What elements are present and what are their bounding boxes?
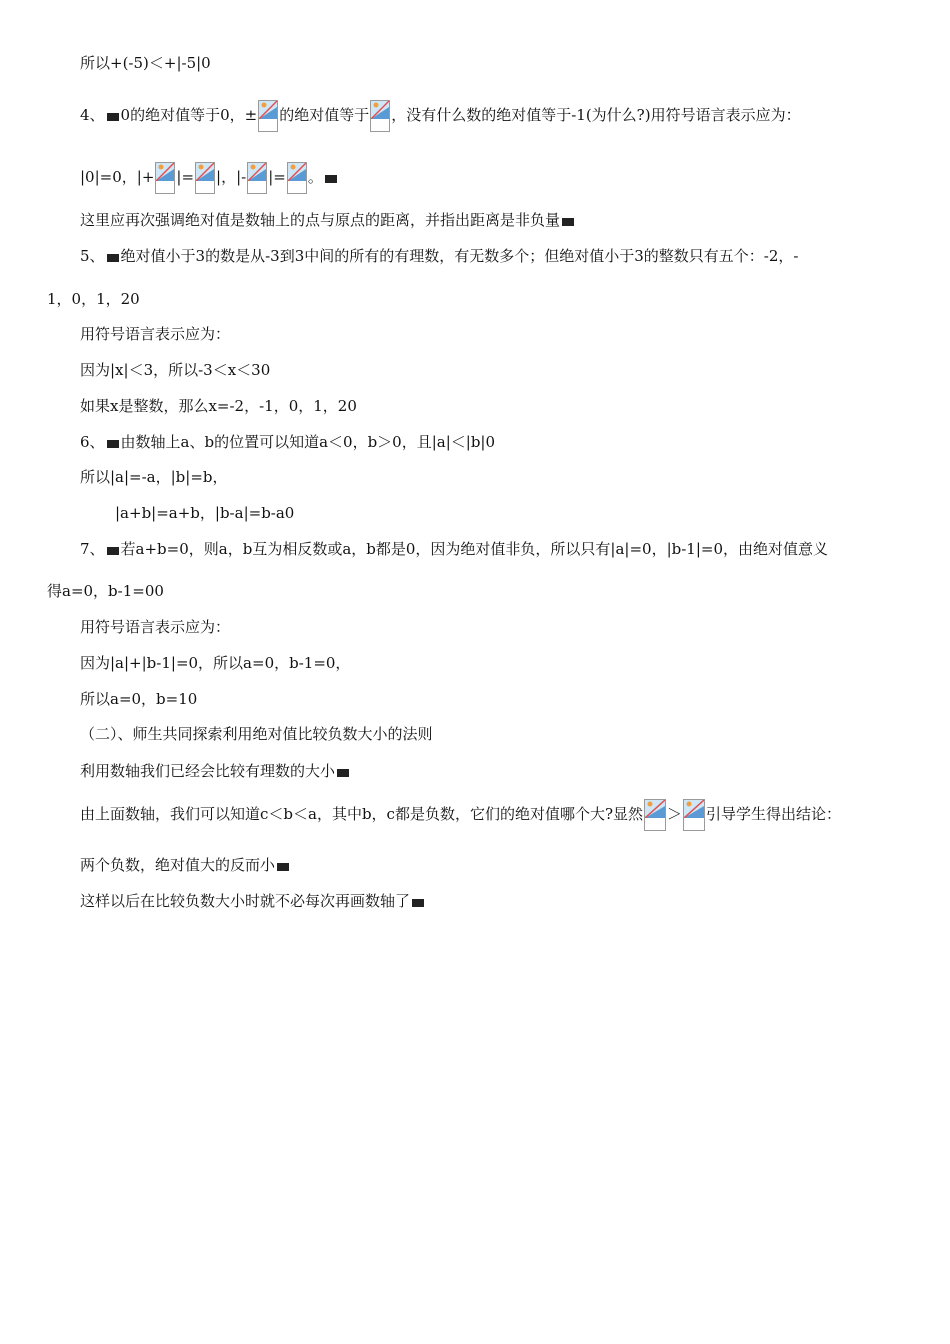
section-text: 由上面数轴，我们可以知道c＜b＜a，其中b，c都是负数，它们的绝对值哪个大?显然 — [80, 805, 643, 823]
item-5-text-cont: 1，0，1，20 — [47, 290, 140, 308]
broken-image-icon — [644, 799, 666, 831]
item-6-number: 6、 — [80, 433, 105, 451]
paragraph-mark-icon — [337, 769, 349, 777]
item-7-number: 7、 — [80, 540, 105, 558]
item-7-symbol-intro — [80, 617, 230, 637]
section-2-line-d — [80, 891, 426, 911]
item-7-text: 若a+b=0，则a，b互为相反数或a，b都是0，因为绝对值非负，所以只有|a|=0，|b-1|=0，由绝对值意义 — [120, 540, 829, 558]
item-5 — [80, 246, 798, 266]
section-text-end: 引导学生得出结论： — [706, 805, 842, 823]
item-4-text-b: 的绝对值等于 — [279, 106, 370, 124]
paragraph-mark-icon — [562, 218, 574, 226]
item-4-text-c: ，没有什么数的绝对值等于-1(为什么?)用符号语言表示应为： — [391, 106, 801, 124]
line-1 — [80, 53, 211, 73]
formula-part-d: |= — [268, 168, 286, 186]
note-text: 这里应再次强调绝对值是数轴上的点与原点的距离，并指出距离是非负量 — [80, 211, 561, 229]
item-7-formula-2 — [80, 689, 197, 709]
section-heading-text: （二）、师生共同探索利用绝对值比较负数大小的法则 — [80, 725, 433, 743]
symbol-intro-text: 用符号语言表示应为： — [80, 325, 231, 343]
broken-image-icon — [155, 162, 175, 194]
paragraph-mark-icon — [107, 113, 119, 121]
formula-part-c: |，|- — [216, 168, 247, 186]
item-5-formula-1 — [80, 360, 270, 380]
formula-text: |a+b|=a+b，|b-a|=b-a0 — [115, 504, 295, 522]
item-4-text-a: 0的绝对值等于0，± — [120, 106, 258, 124]
section-text: 利用数轴我们已经会比较有理数的大小 — [80, 762, 336, 780]
symbol-intro-text: 用符号语言表示应为： — [80, 618, 231, 636]
section-2-line-b — [80, 799, 841, 831]
formula-text: 如果x是整数，那么x=-2，-1，0，1，20 — [80, 397, 357, 415]
paragraph-mark-icon — [107, 547, 119, 555]
item-4-formula — [80, 162, 339, 194]
item-6-formula-1 — [80, 467, 228, 487]
paragraph-mark-icon — [107, 254, 119, 262]
broken-image-icon — [683, 799, 705, 831]
item-7 — [80, 539, 828, 559]
broken-image-icon — [195, 162, 215, 194]
paragraph-mark-icon — [412, 899, 424, 907]
item-7-cont — [47, 581, 164, 601]
greater-than-sign: ＞ — [667, 805, 683, 823]
section-2-heading — [80, 724, 433, 744]
item-4-number: 4、 — [80, 106, 105, 124]
item-5-number: 5、 — [80, 247, 105, 265]
item-5-cont — [47, 289, 140, 309]
formula-part-b: |= — [176, 168, 195, 186]
formula-part-e: 。 — [307, 168, 323, 186]
broken-image-icon — [247, 162, 267, 194]
paragraph-mark-icon — [107, 440, 119, 448]
formula-text: 因为|a|+|b-1|=0，所以a=0，b-1=0， — [80, 654, 351, 672]
broken-image-icon — [287, 162, 307, 194]
paragraph-mark-icon — [325, 175, 337, 183]
item-6-text: 由数轴上a、b的位置可以知道a＜0，b＞0，且|a|＜|b|0 — [120, 433, 496, 451]
item-6 — [80, 432, 495, 452]
item-7-formula-1 — [80, 653, 350, 673]
section-text: 这样以后在比较负数大小时就不必每次再画数轴了 — [80, 892, 411, 910]
item-5-text: 绝对值小于3的数是从-3到3中间的所有的有理数，有无数多个；但绝对值小于3的整数只有五个：-2，- — [120, 247, 799, 265]
section-2-line-c — [80, 855, 291, 875]
formula-text: 所以|a|=-a，|b|=b， — [80, 468, 228, 486]
note-line — [80, 210, 576, 230]
conclusion-text: 两个负数，绝对值大的反而小 — [80, 856, 276, 874]
item-7-text-cont: 得a=0，b-1=00 — [47, 582, 164, 600]
line-1-text: 所以+(-5)＜+|-5|0 — [80, 54, 211, 72]
section-2-line-a — [80, 761, 351, 781]
formula-text: 因为|x|＜3，所以-3＜x＜30 — [80, 361, 271, 379]
item-5-symbol-intro — [80, 324, 230, 344]
formula-part-a: |0|=0，|+ — [80, 168, 155, 186]
broken-image-icon — [258, 100, 278, 132]
broken-image-icon — [370, 100, 390, 132]
item-4 — [80, 100, 801, 132]
formula-text: 所以a=0，b=10 — [80, 690, 198, 708]
item-6-formula-2 — [115, 503, 294, 523]
item-5-formula-2 — [80, 396, 357, 416]
paragraph-mark-icon — [277, 863, 289, 871]
